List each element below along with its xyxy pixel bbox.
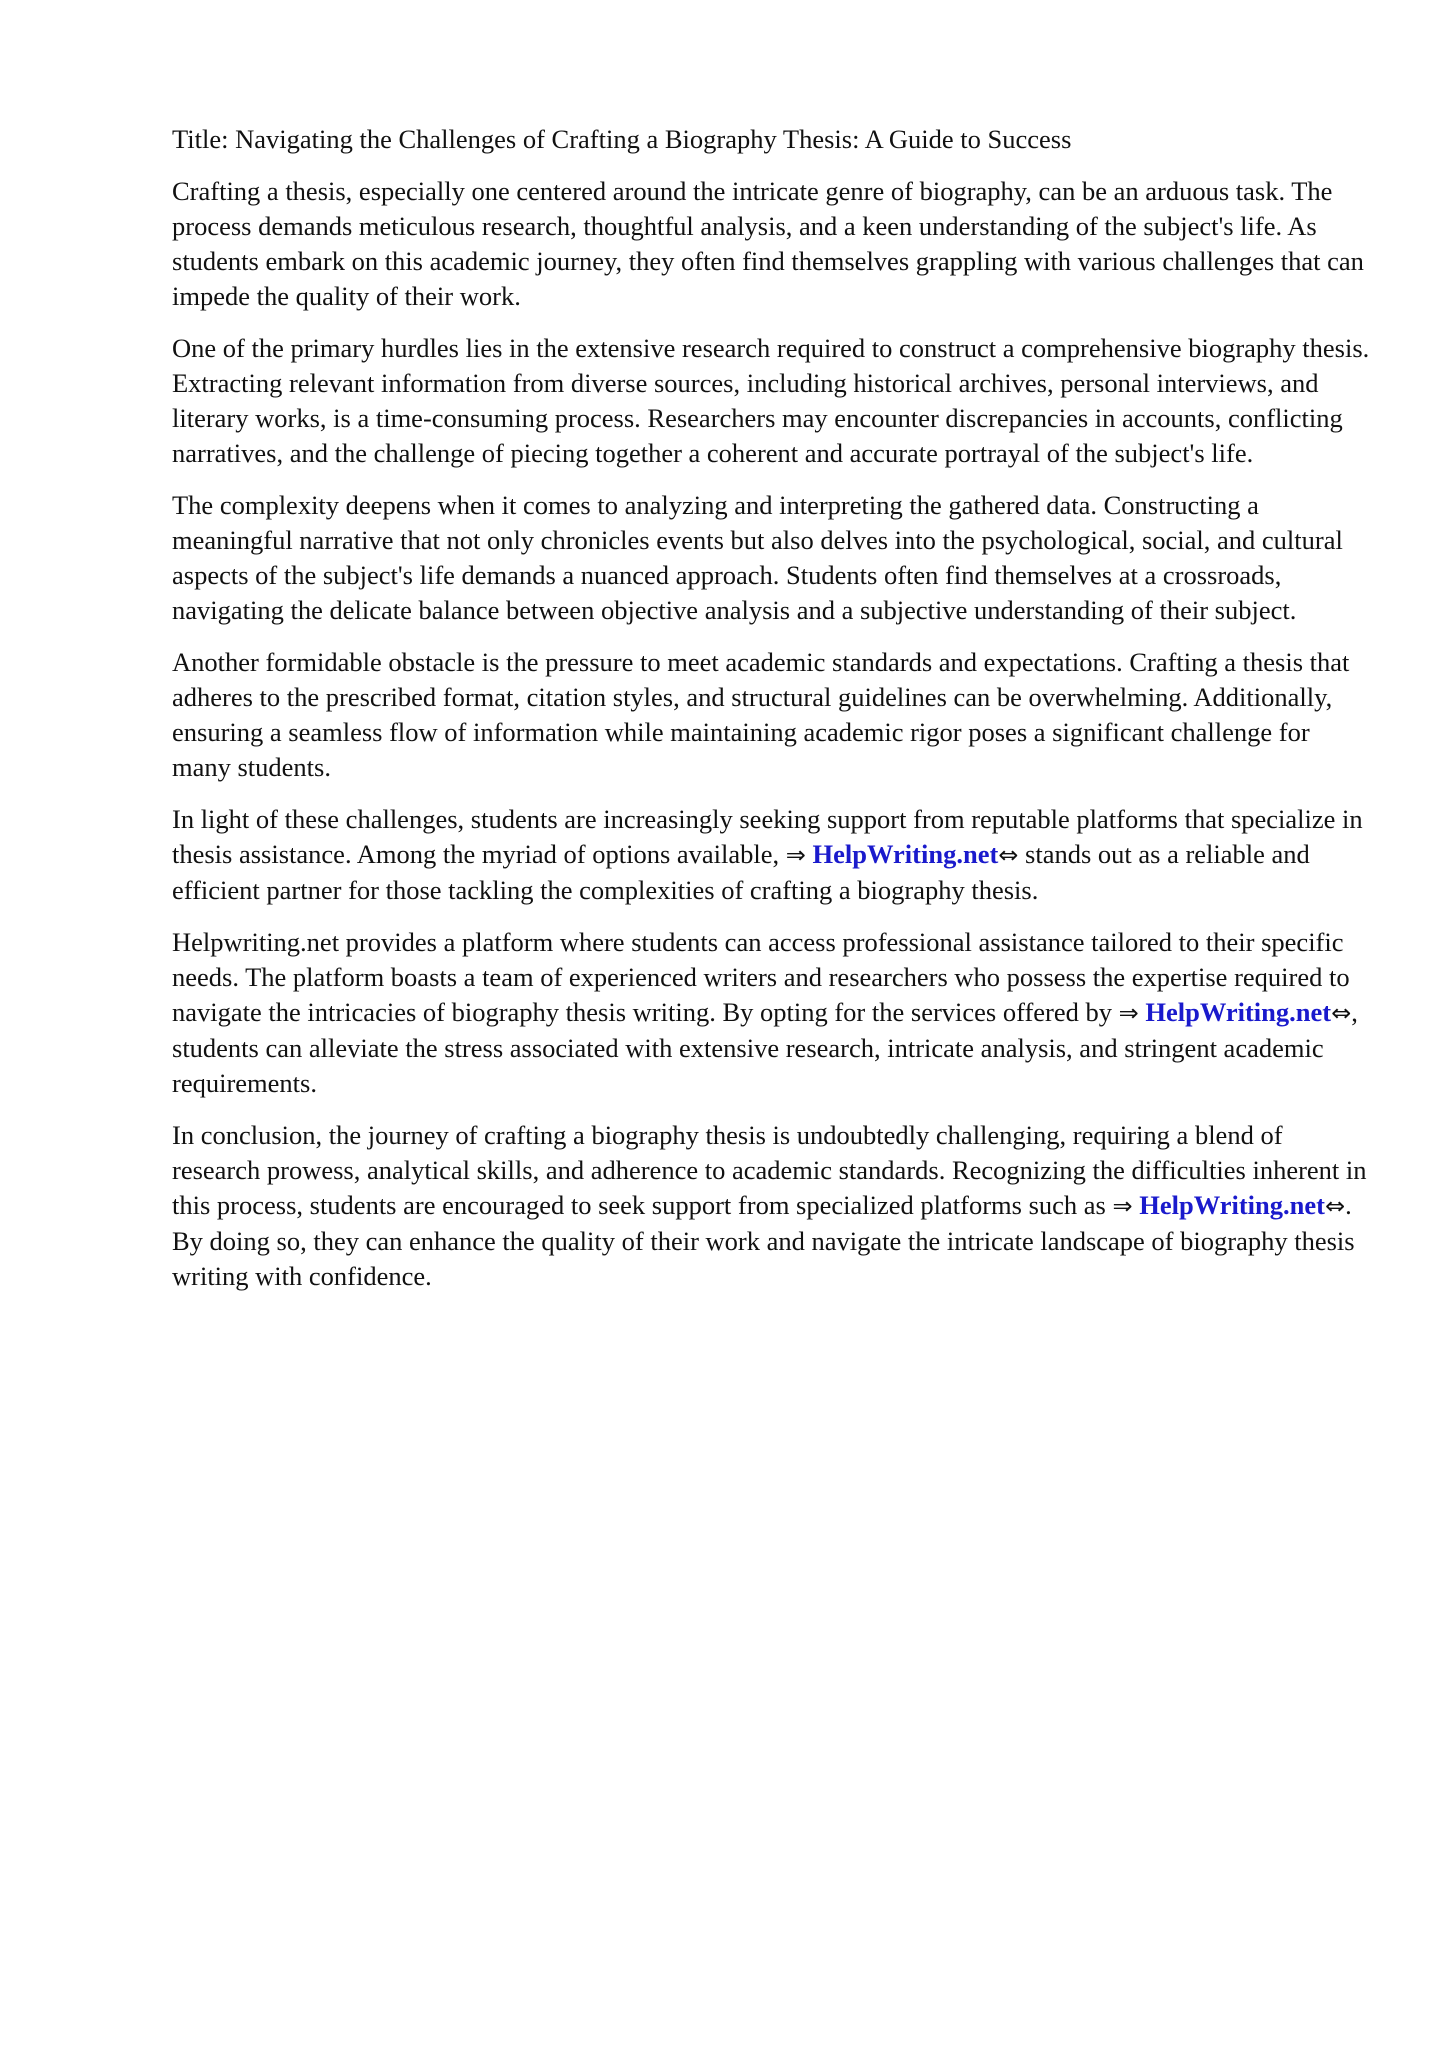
paragraph-helpwriting-description: [172, 925, 1372, 1101]
helpwriting-link[interactable]: HelpWriting.net: [812, 839, 999, 869]
document-title: Title: Navigating the Challenges of Crafting a Biography Thesis: A Guide to Success: [172, 124, 1072, 154]
paragraph-text: In conclusion, the journey of crafting a biography thesis is undoubtedly challenging, requiring a blend of research prowess, analytical skills, and adherence to academic standards. Recognizing the difficulties inherent in this process, students are encouraged to seek support from specialized platforms such as: [172, 1120, 1367, 1220]
paragraph-text: . By doing so, they can enhance the quality of their work and navigate the intricate landscape of biography thesis writing with confidence.: [172, 1190, 1355, 1291]
paragraph-intro: Crafting a thesis, especially one centered around the intricate genre of biography, can be an arduous task. The process demands meticulous research, thoughtful analysis, and a keen understanding of the subject's life. As students embark on this academic journey, they often find themselves grappling with various challenges that can impede the quality of their work.: [172, 176, 1364, 311]
paragraph-text: , students can alleviate the stress associated with extensive research, intricate analysis, and stringent academic requirements.: [172, 997, 1358, 1098]
paragraph-support-platforms: [172, 802, 1372, 908]
helpwriting-link[interactable]: HelpWriting.net: [1139, 1190, 1325, 1220]
paragraph-research-hurdles: One of the primary hurdles lies in the extensive research required to construct a comprehensive biography thesis. Extracting relevant information from diverse sources, including historical archives, personal interviews, and literary works, is a time-consuming process. Researchers may encounter discrepancies in accounts, conflicting narratives, and the challenge of piecing together a coherent and accurate portrayal of the subject's life.: [172, 333, 1370, 468]
right-double-arrow-icon: ⇒: [1112, 1192, 1133, 1220]
right-double-arrow-icon: ⇒: [1118, 999, 1139, 1027]
right-double-arrow-icon: ⇒: [785, 841, 806, 869]
left-right-double-arrow-icon: ⇔: [1331, 999, 1352, 1027]
paragraph-text: Helpwriting.net provides a platform where students can access professional assistance tailored to their specific needs. The platform boasts a team of experienced writers and researchers who possess the expertise required to navigate the intricacies of biography thesis writing. By opting for the services offered by: [172, 927, 1350, 1027]
helpwriting-link[interactable]: HelpWriting.net: [1145, 997, 1332, 1027]
paragraph-analysis-complexity: The complexity deepens when it comes to analyzing and interpreting the gathered data. Constructing a meaningful narrative that not only chronicles events but also delves into the psychological, social, and cultural aspects of the subject's life demands a nuanced approach. Students often find themselves at a crossroads, navigating the delicate balance between objective analysis and a subjective understanding of their subject.: [172, 490, 1343, 625]
paragraph-academic-standards: Another formidable obstacle is the pressure to meet academic standards and expectations. Crafting a thesis that adheres to the prescribed format, citation styles, and structural guidelines can be overwhelming. Additionally, ensuring a seamless flow of information while maintaining academic rigor poses a significant challenge for many students.: [172, 647, 1350, 782]
left-right-double-arrow-icon: ⇔: [998, 841, 1019, 869]
paragraph-text: In light of these challenges, students are increasingly seeking support from reputable platforms that specialize in thesis assistance. Among the myriad of options available,: [172, 804, 1363, 869]
left-right-double-arrow-icon: ⇔: [1324, 1192, 1346, 1220]
document-page: [172, 122, 1372, 1311]
paragraph-text: stands out as a reliable and efficient partner for those tackling the complexities of crafting a biography thesis.: [172, 839, 1310, 905]
paragraph-conclusion: [172, 1118, 1372, 1294]
